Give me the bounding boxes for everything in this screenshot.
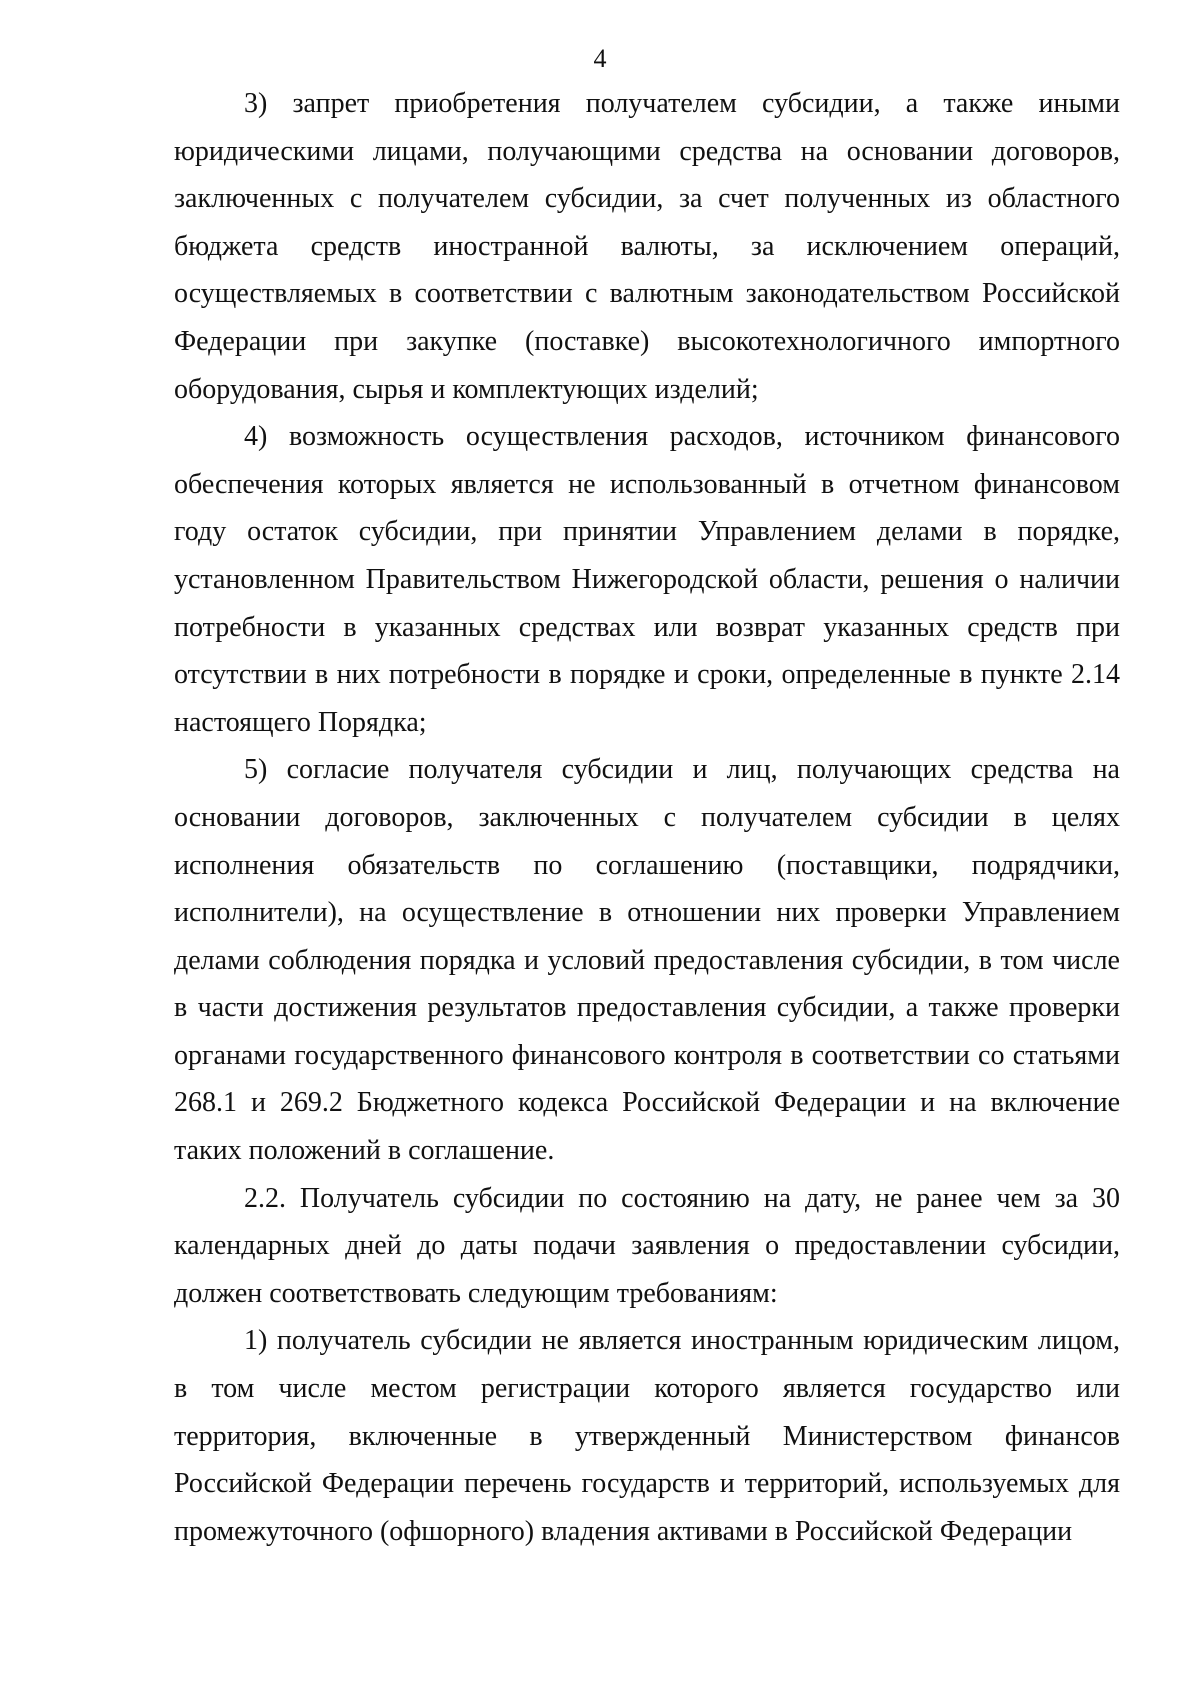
paragraph-item-5: 5) согласие получателя субсидии и лиц, получающих средства на основании договоров, заключенных с получателем субсидии в целях исполнения обязательств по соглашению (поставщики, подрядчики, исполнители), на осуществление в отношении них проверки Управлением делами соблюдения порядка и условий предоставления субсидии, в том числе в части достижения результатов предоставления субсидии, а также проверки органами государственного финансового контроля в соответствии со статьями 268.1 и 269.2 Бюджетного кодекса Российской Федерации и на включение таких положений в соглашение. xyxy=(174,754,1120,1167)
page-number: 4 xyxy=(593,44,607,73)
paragraph-requirement-1: 1) получатель субсидии не является иностранным юридическим лицом, в том числе местом регистрации которого является государство или территория, включенные в утвержденный Министерством финансов Российской Федерации перечень государств и территорий, используемых для промежуточного (офшорного) владения активами в Российской Федерации xyxy=(174,1325,1120,1547)
document-body xyxy=(174,80,1120,1555)
paragraph-item-3: 3) запрет приобретения получателем субсидии, а также иными юридическими лицами, получающими средства на основании договоров, заключенных с получателем субсидии, за счет полученных из областного бюджета средств иностранной валюты, за исключением операций, осуществляемых в соответствии с валютным законодательством Российской Федерации при закупке (поставке) высокотехнологичного импортного оборудования, сырья и комплектующих изделий; xyxy=(174,88,1120,405)
paragraph-item-4: 4) возможность осуществления расходов, источником финансового обеспечения которых является не использованный в отчетном финансовом году остаток субсидии, при принятии Управлением делами в порядке, установленном Правительством Нижегородской области, решения о наличии потребности в указанных средствах или возврат указанных средств при отсутствии в них потребности в порядке и сроки, определенные в пункте 2.14 настоящего Порядка; xyxy=(174,421,1120,738)
paragraph-section-2-2: 2.2. Получатель субсидии по состоянию на дату, не ранее чем за 30 календарных дней до даты подачи заявления о предоставлении субсидии, должен соответствовать следующим требованиям: xyxy=(174,1182,1120,1309)
